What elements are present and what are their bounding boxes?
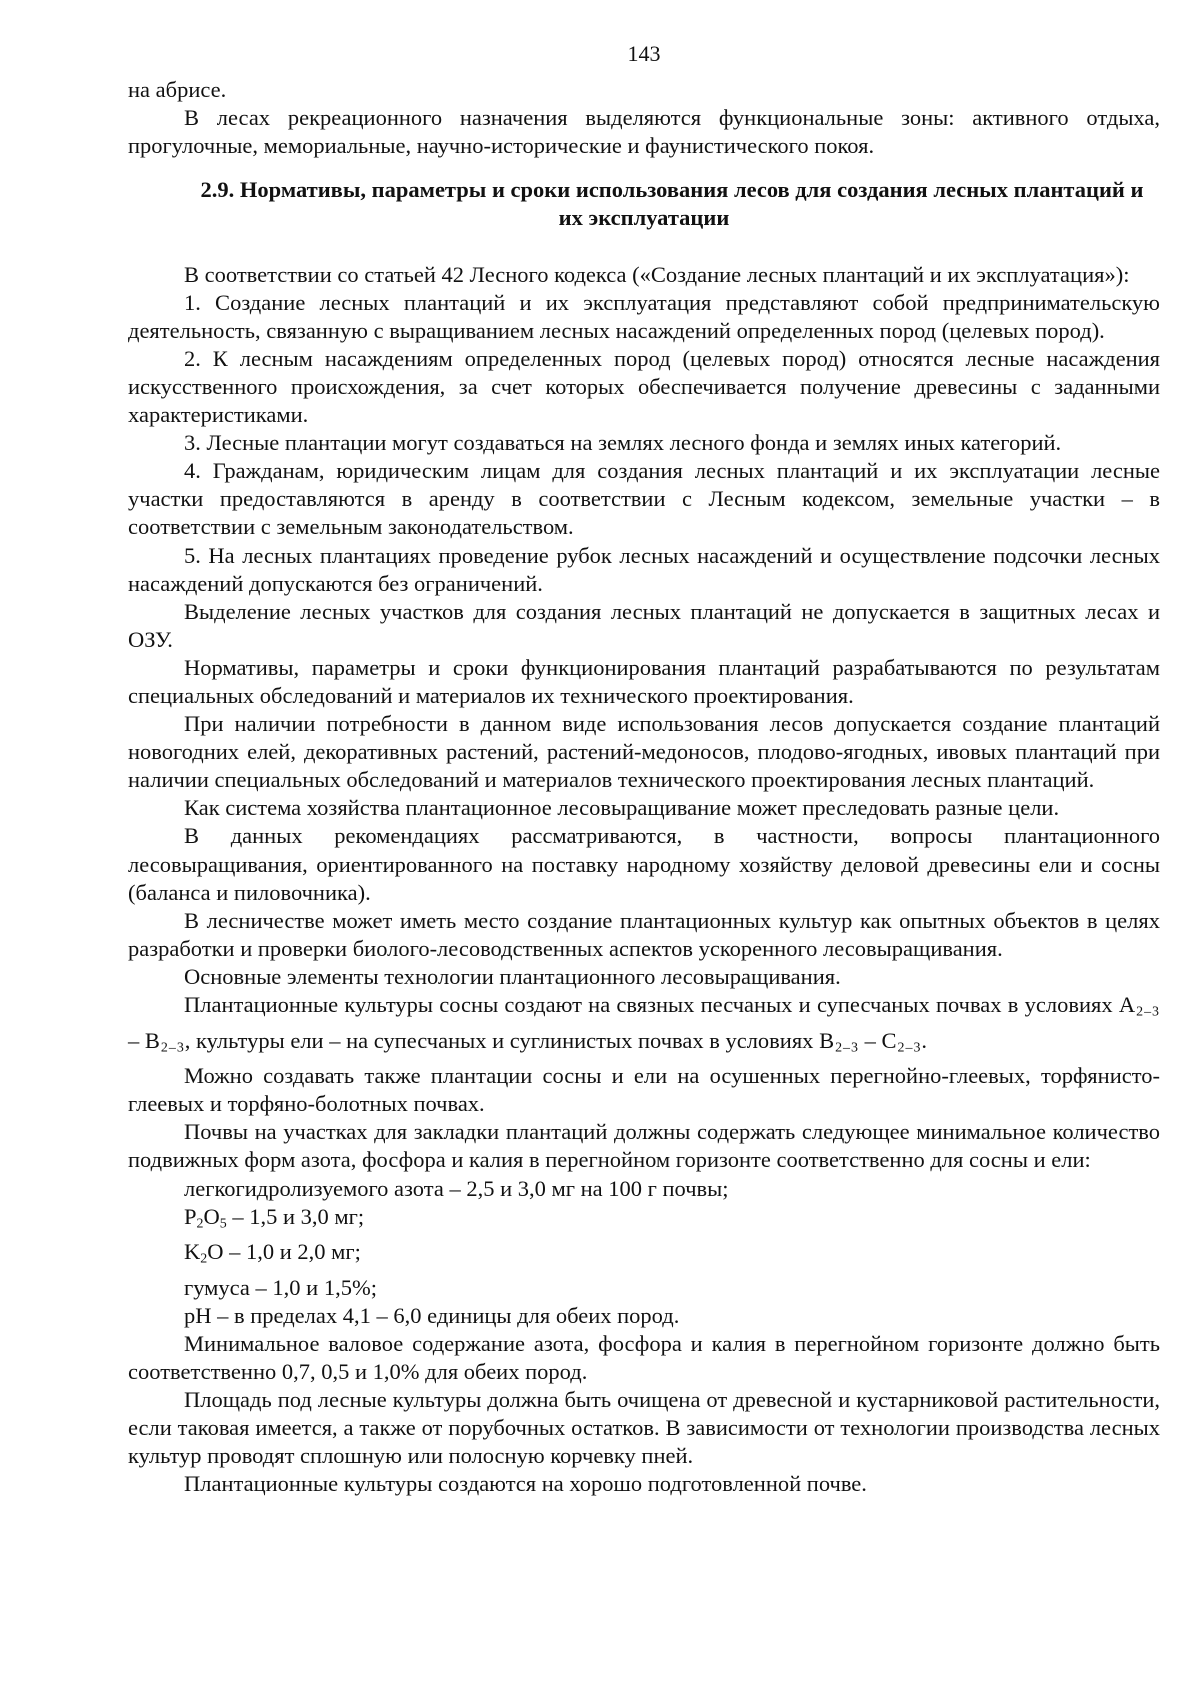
condition-b: $B_{2-3}$ bbox=[144, 1027, 185, 1056]
requirement-k2o: $K_2O - 1,0$ и 2,0 мг; bbox=[184, 1239, 361, 1267]
paragraph-technology-elements: Основные элементы технологии плантационного лесовыращивания. bbox=[184, 963, 841, 989]
list-item-2: 2. К лесным насаждениям определенных пород (целевых пород) относятся лесные насаждения искусственного происхождения, за счет которых обеспечивается получение древесины с заданными характеристиками. bbox=[128, 345, 1160, 428]
paragraph-soil-conditions: Плантационные культуры сосны создают на связных песчаных и супесчаных почвах в условиях $A_{2-3} - B_{2-3}$, культуры ели – на супесчаных и суглинистых почвах в условиях $B_{2-3} - C_{2-3}$. bbox=[128, 992, 1160, 1056]
soil-conditions-text-b: , культуры ели – на супесчаных и суглинистых почвах в условиях bbox=[184, 1027, 814, 1053]
continuation-text: на абрисе. bbox=[128, 77, 227, 103]
paragraph-allocation: Выделение лесных участков для создания лесных плантаций не допускается в защитных лесах и ОЗУ. bbox=[128, 598, 1160, 652]
soil-conditions-text-a: Плантационные культуры сосны создают на связных песчаных и супесчаных почвах в условиях bbox=[184, 992, 1113, 1017]
intro-paragraph: В лесах рекреационного назначения выделяются функциональные зоны: активного отдыха, прогулочные, мемориальные, научно-исторические и фаунистического покоя. bbox=[128, 105, 1160, 159]
list-item-3: 3. Лесные плантации могут создаваться на землях лесного фонда и землях иных категорий. bbox=[184, 430, 1062, 456]
requirement-nitrogen: легкогидролизуемого азота – 2,5 и 3,0 мг на 100 г почвы; bbox=[184, 1175, 729, 1201]
paragraph-recommendations: В данных рекомендациях рассматриваются, в частности, вопросы плантационного лесовыращивания, ориентированного на поставку народному хозяйству деловой древесины ели и сосны (баланса и пиловочника). bbox=[128, 823, 1160, 905]
condition-b-spruce: $B_{2-3}$ bbox=[819, 1027, 859, 1056]
condition-c: $C_{2-3}$ bbox=[881, 1027, 922, 1056]
requirement-p2o5: $P_2O_5 - 1,5$ и 3,0 мг; bbox=[184, 1203, 365, 1232]
paragraph-nutrient-minimum: Почвы на участках для закладки плантаций должны содержать следующее минимальное количество подвижных форм азота, фосфора и калия в перегнойном горизонте соответственно для сосны и ели: bbox=[128, 1119, 1160, 1173]
paragraph-soil-preparation: Плантационные культуры создаются на хорошо подготовленной почве. bbox=[184, 1471, 867, 1497]
paragraph-plantation-types: При наличии потребности в данном виде использования лесов допускается создание плантаций новогодних елей, декоративных растений, растений-медоносов, плодово-ягодных, ивовых плантаций при наличии специальных обследований и материалов технического проектирования лесных плантаций. bbox=[128, 711, 1160, 793]
list-item-4: 4. Гражданам, юридическим лицам для создания лесных плантаций и их эксплуатации лесные участки предоставляются в аренду в соответствии с Лесным кодексом, земельные участки – в соответствии с земельным законодательством. bbox=[128, 458, 1160, 540]
requirement-humus: гумуса – 1,0 и 1,5%; bbox=[184, 1274, 377, 1300]
paragraph-drained-soils: Можно создавать также плантации сосны и ели на осушенных перегнойно-глеевых, торфянисто-глеевых и торфяно-болотных почвах. bbox=[128, 1063, 1160, 1117]
paragraph-system-goals: Как система хозяйства плантационное лесовыращивание может преследовать разные цели. bbox=[184, 795, 1060, 821]
paragraph-article-42: В соответствии со статьей 42 Лесного кодекса («Создание лесных плантаций и их эксплуатация»): bbox=[184, 261, 1130, 287]
page-number: 143 bbox=[627, 41, 661, 66]
paragraph-experimental: В лесничестве может иметь место создание плантационных культур как опытных объектов в целях разработки и проверки биолого-лесоводственных аспектов ускоренного лесовыращивания. bbox=[128, 907, 1160, 961]
condition-a: $A_{2-3}$ bbox=[1118, 992, 1160, 1020]
requirement-ph: pH – в пределах 4,1 – 6,0 единицы для обеих пород. bbox=[184, 1302, 680, 1328]
paragraph-norms: Нормативы, параметры и сроки функционирования плантаций разрабатываются по результатам специальных обследований и материалов их технического проектирования. bbox=[128, 654, 1160, 708]
paragraph-site-clearing: Площадь под лесные культуры должна быть очищена от древесной и кустарниковой растительности, если таковая имеется, а также от порубочных остатков. В зависимости от технологии производства лесных культур проводят сплошную или полосную корчевку пней. bbox=[128, 1387, 1160, 1469]
list-item-1: 1. Создание лесных плантаций и их эксплуатация представляют собой предпринимательскую деятельность, связанную с выращиванием лесных насаждений определенных пород (целевых пород). bbox=[128, 289, 1160, 343]
section-heading: 2.9. Нормативы, параметры и сроки использования лесов для создания лесных плантаций и их эксплуатации bbox=[200, 177, 1144, 231]
paragraph-gross-content: Минимальное валовое содержание азота, фосфора и калия в перегнойном горизонте должно быть соответственно 0,7, 0,5 и 1,0% для обеих пород. bbox=[128, 1330, 1160, 1385]
list-item-5: 5. На лесных плантациях проведение рубок лесных насаждений и осуществление подсочки лесных насаждений допускаются без ограничений. bbox=[128, 542, 1160, 596]
